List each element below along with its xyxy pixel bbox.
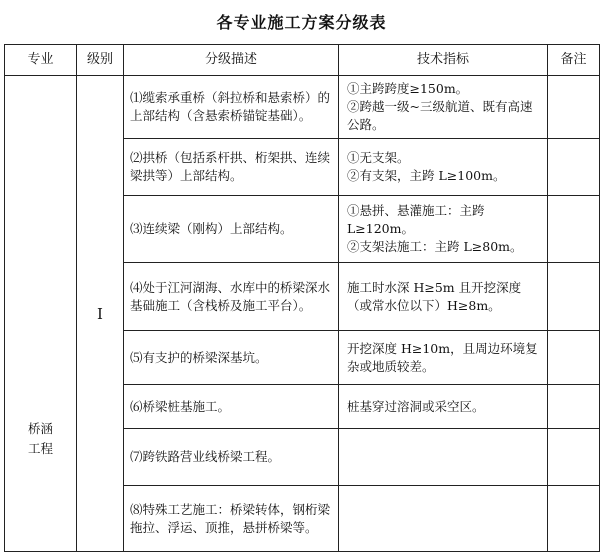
tech-cell: ①无支架。 ②有支架，主跨 L≥100m。 [339,139,548,196]
remark-cell [548,429,600,486]
level-cell: I [77,76,124,552]
header-remarks: 备注 [548,45,600,76]
category-line2: 工程 [27,441,53,456]
header-description: 分级描述 [124,45,339,76]
tech-cell: 桩基穿过溶洞或采空区。 [339,385,548,429]
desc-cell: ⑹桥梁桩基施工。 [124,385,339,429]
header-technical: 技术指标 [339,45,548,76]
remark-cell [548,331,600,385]
page-title: 各专业施工方案分级表 [216,13,387,32]
classification-table [4,44,600,552]
remark-cell [548,385,600,429]
desc-cell: ⑶连续梁（刚构）上部结构。 [124,196,339,263]
header-specialty: 专业 [5,45,77,76]
header-level: 级别 [77,45,124,76]
tech-cell [339,429,548,486]
remark-cell [548,486,600,552]
remark-cell [548,139,600,196]
desc-cell: ⑷处于江河湖海、水库中的桥梁深水基础施工（含栈桥及施工平台）。 [124,263,339,331]
desc-cell: ⑸有支护的桥梁深基坑。 [124,331,339,385]
header-row [5,45,600,76]
tech-cell: 开挖深度 H≥10m，且周边环境复杂或地质较差。 [339,331,548,385]
tech-cell: ①悬拼、悬灌施工：主跨 L≥120m。 ②支架法施工：主跨 L≥80m。 [339,196,548,263]
category-line1: 桥涵 [27,421,53,436]
remark-cell [548,196,600,263]
tech-cell: 施工时水深 H≥5m 且开挖深度（或常水位以下）H≥8m。 [339,263,548,331]
tech-cell: ①主跨跨度≥150m。 ②跨越一级~三级航道、既有高速公路。 [339,76,548,139]
desc-cell: ⑻特殊工艺施工：桥梁转体，钢桁梁拖拉、浮运、顶推，悬拼桥梁等。 [124,486,339,552]
tech-cell [339,486,548,552]
remark-cell [548,263,600,331]
desc-cell: ⑺跨铁路营业线桥梁工程。 [124,429,339,486]
desc-cell: ⑵拱桥（包括系杆拱、桁架拱、连续梁拱等）上部结构。 [124,139,339,196]
remark-cell [548,76,600,139]
category-cell [5,76,77,552]
desc-cell: ⑴缆索承重桥（斜拉桥和悬索桥）的上部结构（含悬索桥锚锭基础）。 [124,76,339,139]
